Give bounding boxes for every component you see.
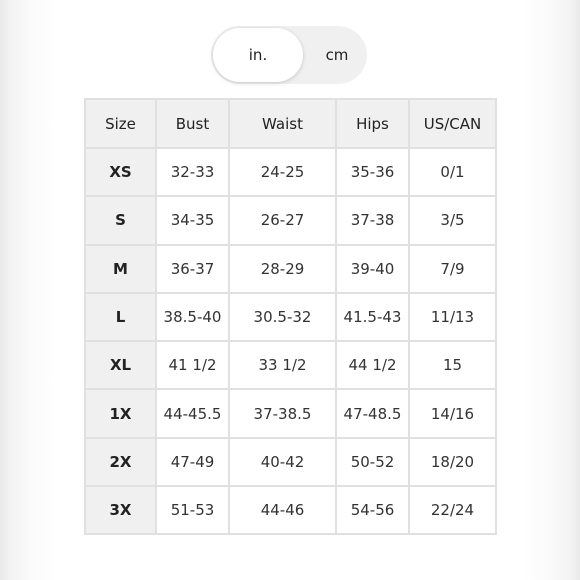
size-cell: 1X: [85, 389, 156, 437]
hips-cell: 50-52: [336, 438, 409, 486]
us-can-cell: 22/24: [409, 486, 496, 534]
waist-cell: 28-29: [229, 245, 336, 293]
us-can-cell: 11/13: [409, 293, 496, 341]
bust-cell: 32-33: [156, 148, 229, 196]
table-row: [85, 245, 496, 293]
bust-cell: 44-45.5: [156, 389, 229, 437]
left-edge-shading: [0, 0, 56, 580]
table-row: [85, 148, 496, 196]
bust-cell: 38.5-40: [156, 293, 229, 341]
us-can-cell: 18/20: [409, 438, 496, 486]
bust-cell: 34-35: [156, 196, 229, 244]
waist-cell: 37-38.5: [229, 389, 336, 437]
size-cell: 3X: [85, 486, 156, 534]
table-row: [85, 196, 496, 244]
header-us-can: US/CAN: [409, 99, 496, 148]
size-cell: XS: [85, 148, 156, 196]
unit-option-inches[interactable]: in.: [213, 28, 303, 82]
waist-cell: 30.5-32: [229, 293, 336, 341]
table-header-row: [85, 99, 496, 148]
table-row: [85, 341, 496, 389]
bust-cell: 41 1/2: [156, 341, 229, 389]
hips-cell: 47-48.5: [336, 389, 409, 437]
unit-toggle[interactable]: [211, 26, 367, 84]
hips-cell: 41.5-43: [336, 293, 409, 341]
waist-cell: 24-25: [229, 148, 336, 196]
header-waist: Waist: [229, 99, 336, 148]
waist-cell: 33 1/2: [229, 341, 336, 389]
hips-cell: 39-40: [336, 245, 409, 293]
header-size: Size: [85, 99, 156, 148]
bust-cell: 47-49: [156, 438, 229, 486]
table-row: [85, 486, 496, 534]
us-can-cell: 0/1: [409, 148, 496, 196]
us-can-cell: 7/9: [409, 245, 496, 293]
bust-cell: 36-37: [156, 245, 229, 293]
unit-option-cm[interactable]: cm: [325, 46, 349, 64]
size-cell: M: [85, 245, 156, 293]
header-hips: Hips: [336, 99, 409, 148]
header-bust: Bust: [156, 99, 229, 148]
table-row: [85, 389, 496, 437]
size-cell: 2X: [85, 438, 156, 486]
us-can-cell: 14/16: [409, 389, 496, 437]
table-row: [85, 438, 496, 486]
bust-cell: 51-53: [156, 486, 229, 534]
us-can-cell: 15: [409, 341, 496, 389]
right-edge-shading: [524, 0, 580, 580]
waist-cell: 40-42: [229, 438, 336, 486]
size-cell: XL: [85, 341, 156, 389]
size-cell: L: [85, 293, 156, 341]
table-row: [85, 293, 496, 341]
hips-cell: 44 1/2: [336, 341, 409, 389]
size-chart-table: [84, 98, 497, 535]
us-can-cell: 3/5: [409, 196, 496, 244]
hips-cell: 37-38: [336, 196, 409, 244]
hips-cell: 35-36: [336, 148, 409, 196]
hips-cell: 54-56: [336, 486, 409, 534]
waist-cell: 44-46: [229, 486, 336, 534]
size-cell: S: [85, 196, 156, 244]
waist-cell: 26-27: [229, 196, 336, 244]
